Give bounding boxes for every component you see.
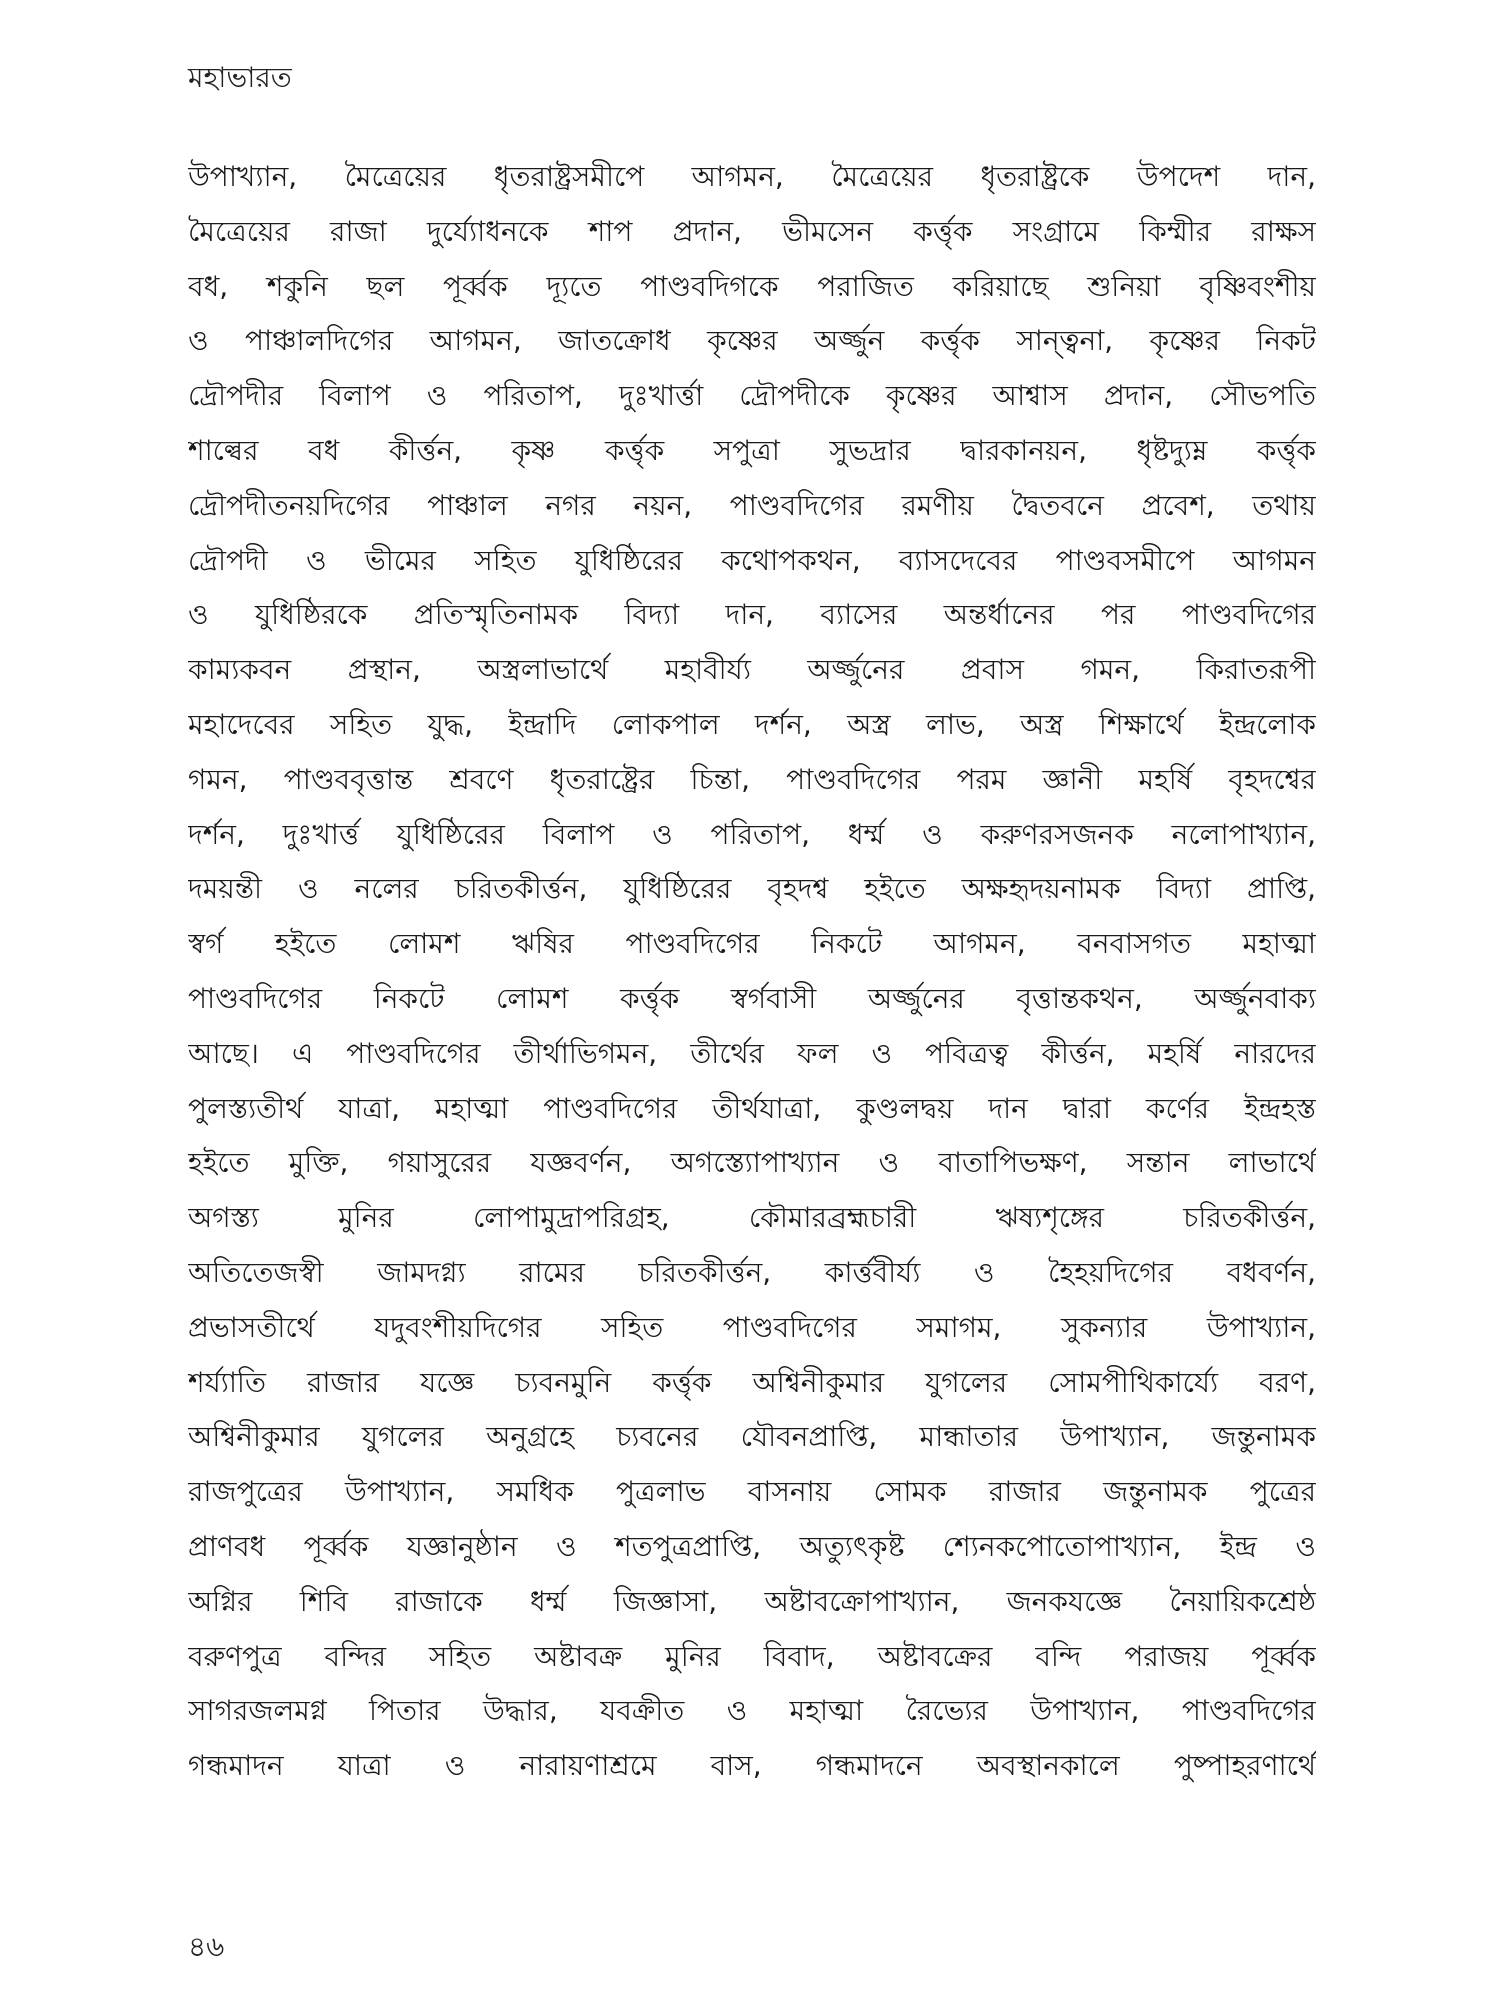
text-line: অতিতেজস্বী জামদগ্ন্য রামের চরিতকীর্ত্তন, কার্ত্তবীর্য্য ও হৈহয়দিগের বধবর্ণন, [188, 1255, 1316, 1289]
text-line: রাজপুত্রের উপাখ্যান, সমধিক পুত্রলাভ বাসনায় সোমক রাজার জন্তুনামক পুত্রের [188, 1475, 1316, 1509]
text-line: অগ্নির শিবি রাজাকে ধর্ম্ম জিজ্ঞাসা, অষ্টাবক্রোপাখ্যান, জনকযজ্ঞে নৈয়ায়িকশ্রেষ্ঠ [188, 1584, 1316, 1618]
text-line: ও পাঞ্চালদিগের আগমন, জাতক্রোধ কৃষ্ণের অর্জ্জুন কর্ত্তৃক সান্ত্বনা, কৃষ্ণের নিকট [188, 324, 1316, 358]
text-line: অগস্ত্য মুনির লোপামুদ্রাপরিগ্রহ, কৌমারব্রহ্মচারী ঋষ্যশৃঙ্গের চরিতকীর্ত্তন, [188, 1201, 1316, 1235]
text-line: প্রাণবধ পূর্ব্বক যজ্ঞানুষ্ঠান ও শতপুত্রপ্রাপ্তি, অত্যুৎকৃষ্ট শ্যেনকপোতোপাখ্যান, ইন্দ্র ও [188, 1529, 1316, 1563]
text-line: স্বর্গ হইতে লোমশ ঋষির পাণ্ডবদিগের নিকটে আগমন, বনবাসগত মহাত্মা [188, 927, 1316, 961]
text-line: সাগরজলমগ্ন পিতার উদ্ধার, যবক্রীত ও মহাত্মা রৈভ্যের উপাখ্যান, পাণ্ডবদিগের [188, 1694, 1316, 1728]
text-line: গমন, পাণ্ডববৃত্তান্ত শ্রবণে ধৃতরাষ্ট্রের চিন্তা, পাণ্ডবদিগের পরম জ্ঞানী মহর্ষি বৃহদশ্বের [188, 762, 1316, 796]
text-line: শাল্বের বধ কীর্ত্তন, কৃষ্ণ কর্ত্তৃক সপুত্রা সুভদ্রার দ্বারকানয়ন, ধৃষ্টদ্যুম্ন কর্ত্তৃক [188, 433, 1316, 467]
text-line: উপাখ্যান, মৈত্রেয়ের ধৃতরাষ্ট্রসমীপে আগমন, মৈত্রেয়ের ধৃতরাষ্ট্রকে উপদেশ দান, [188, 160, 1316, 193]
text-line: হইতে মুক্তি, গয়াসুরের যজ্ঞবর্ণন, অগস্ত্যোপাখ্যান ও বাতাপিভক্ষণ, সন্তান লাভার্থে [188, 1146, 1316, 1180]
text-line: বরুণপুত্র বন্দির সহিত অষ্টাবক্র মুনির বিবাদ, অষ্টাবক্রের বন্দি পরাজয় পূর্ব্বক [188, 1639, 1316, 1673]
running-head: মহাভারত [188, 61, 292, 94]
text-line: দ্রৌপদীতনয়দিগের পাঞ্চাল নগর নয়ন, পাণ্ডবদিগের রমণীয় দ্বৈতবনে প্রবেশ, তথায় [188, 488, 1316, 522]
text-line: শর্য্যাতি রাজার যজ্ঞে চ্যবনমুনি কর্ত্তৃক অশ্বিনীকুমার যুগলের সোমপীথিকার্য্যে বরণ, [188, 1365, 1316, 1399]
text-line: বধ, শকুনি ছল পূর্ব্বক দ্যূতে পাণ্ডবদিগকে পরাজিত করিয়াছে শুনিয়া বৃষ্ণিবংশীয় [188, 269, 1316, 303]
text-line: দ্রৌপদীর বিলাপ ও পরিতাপ, দুঃখার্ত্তা দ্রৌপদীকে কৃষ্ণের আশ্বাস প্রদান, সৌভপতি [188, 379, 1316, 413]
text-line: দ্রৌপদী ও ভীমের সহিত যুধিষ্ঠিরের কথোপকথন, ব্যাসদেবের পাণ্ডবসমীপে আগমন [188, 543, 1316, 577]
text-line: প্রভাসতীর্থে যদুবংশীয়দিগের সহিত পাণ্ডবদিগের সমাগম, সুকন্যার উপাখ্যান, [188, 1310, 1316, 1344]
text-line: আছে। এ পাণ্ডবদিগের তীর্থাভিগমন, তীর্থের ফল ও পবিত্রত্ব কীর্ত্তন, মহর্ষি নারদের [188, 1036, 1316, 1070]
text-line: কাম্যকবন প্রস্থান, অস্ত্রলাভার্থে মহাবীর্য্য অর্জ্জুনের প্রবাস গমন, কিরাতরূপী [188, 653, 1316, 687]
page-number: ৪৬ [188, 1930, 225, 1963]
text-line: মহাদেবের সহিত যুদ্ধ, ইন্দ্রাদি লোকপাল দর্শন, অস্ত্র লাভ, অস্ত্র শিক্ষার্থে ইন্দ্রলোক [188, 707, 1316, 741]
text-line: পুলস্ত্যতীর্থ যাত্রা, মহাত্মা পাণ্ডবদিগের তীর্থযাত্রা, কুণ্ডলদ্বয় দান দ্বারা কর্ণের ইন্দ্রহস্ত [188, 1091, 1316, 1125]
text-line: পাণ্ডবদিগের নিকটে লোমশ কর্ত্তৃক স্বর্গবাসী অর্জ্জুনের বৃত্তান্তকথন, অর্জ্জুনবাক্য [188, 981, 1316, 1015]
text-line: মৈত্রেয়ের রাজা দুর্য্যোধনকে শাপ প্রদান, ভীমসেন কর্ত্তৃক সংগ্রামে কিম্মীর রাক্ষস [188, 214, 1316, 248]
body-text [188, 150, 1316, 1794]
text-line: দময়ন্তী ও নলের চরিতকীর্ত্তন, যুধিষ্ঠিরের বৃহদশ্ব হইতে অক্ষহৃদয়নামক বিদ্যা প্রাপ্তি, [188, 872, 1316, 906]
text-line: দর্শন, দুঃখার্ত্ত যুধিষ্ঠিরের বিলাপ ও পরিতাপ, ধর্ম্ম ও করুণরসজনক নলোপাখ্যান, [188, 817, 1316, 851]
text-line: গন্ধমাদন যাত্রা ও নারায়ণাশ্রমে বাস, গন্ধমাদনে অবস্থানকালে পুষ্পাহরণার্থে [188, 1749, 1316, 1783]
text-line: অশ্বিনীকুমার যুগলের অনুগ্রহে চ্যবনের যৌবনপ্রাপ্তি, মান্ধাতার উপাখ্যান, জন্তুনামক [188, 1420, 1316, 1454]
text-line: ও যুধিষ্ঠিরকে প্রতিস্মৃতিনামক বিদ্যা দান, ব্যাসের অন্তর্ধানের পর পাণ্ডবদিগের [188, 598, 1316, 632]
